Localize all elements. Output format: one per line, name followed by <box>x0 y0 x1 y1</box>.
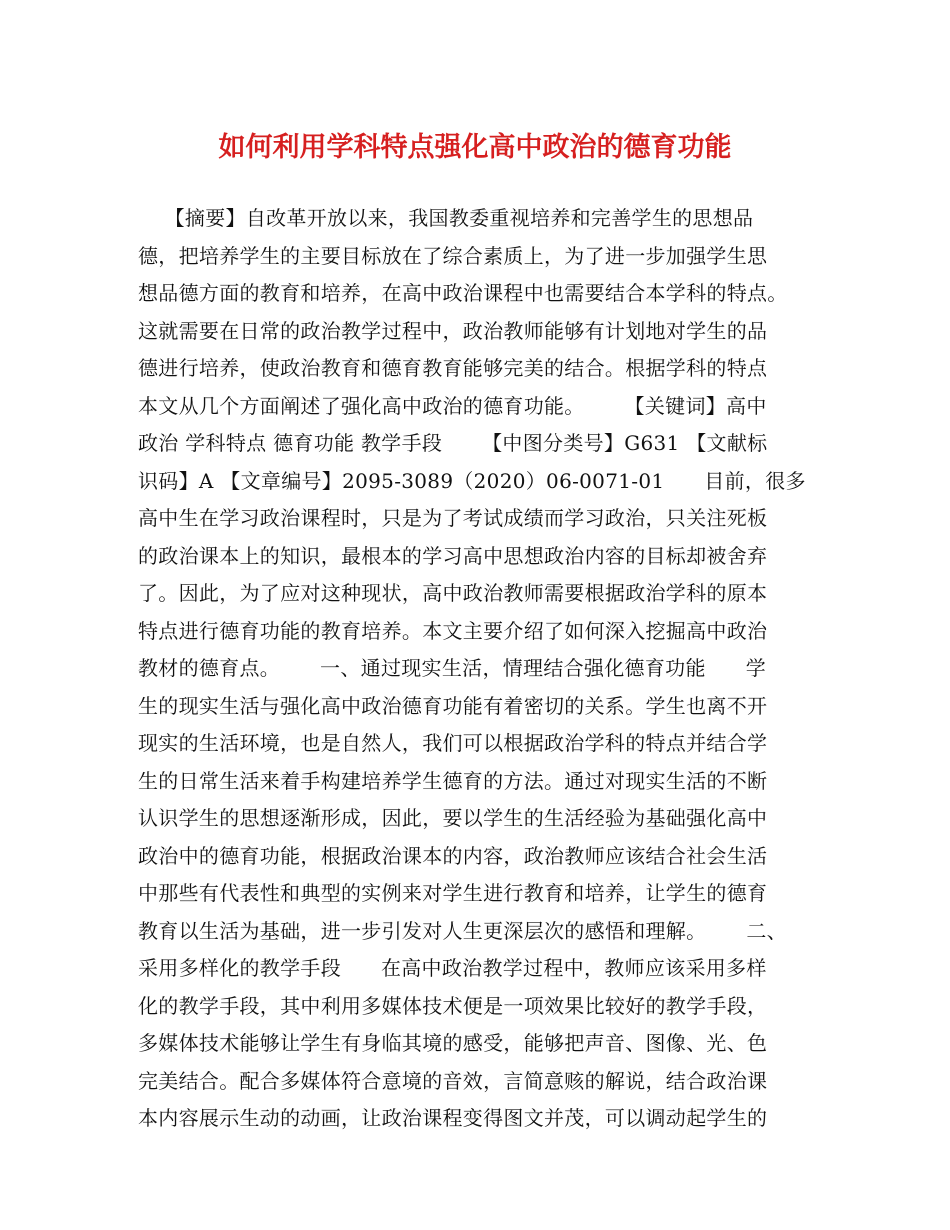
body-line: 教育以生活为基础，进一步引发对人生更深层次的感悟和理解。 二、 <box>138 918 787 943</box>
body-line: 认识学生的思想逐渐形成，因此，要以学生的生活经验为基础强化高中 <box>138 806 768 830</box>
body-line: 了。因此，为了应对这种现状，高中政治教师需要根据政治学科的原本 <box>138 581 768 605</box>
body-line: 生的日常生活来着手构建培养学生德育的方法。通过对现实生活的不断 <box>138 768 768 793</box>
body-line: 识码】A 【文章编号】2095-3089（2020）06-0071-01 目前，很多 <box>138 468 806 493</box>
body-line: 这就需要在日常的政治教学过程中，政治教师能够有计划地对学生的品 <box>138 318 768 343</box>
body-line: 本内容展示生动的动画，让政治课程变得图文并茂，可以调动起学生的 <box>138 1106 768 1130</box>
document-title: 如何利用学科特点强化高中政治的德育功能 <box>218 132 732 163</box>
body-line: 教材的德育点。 一、通过现实生活，情理结合强化德育功能 学 <box>138 656 766 680</box>
body-line: 政治中的德育功能，根据政治课本的内容，政治教师应该结合社会生活 <box>138 843 768 868</box>
document-body <box>138 200 838 1138</box>
body-line: 特点进行德育功能的教育培养。本文主要介绍了如何深入挖掘高中政治 <box>138 618 768 643</box>
body-line: 现实的生活环境，也是自然人，我们可以根据政治学科的特点并结合学 <box>138 731 768 755</box>
body-line: 采用多样化的教学手段 在高中政治教学过程中，教师应该采用多样 <box>138 956 767 980</box>
body-line: 化的教学手段，其中利用多媒体技术便是一项效果比较好的教学手段， <box>138 993 768 1018</box>
body-line: 本文从几个方面阐述了强化高中政治的德育功能。 【关键词】高中 <box>138 393 767 418</box>
body-line: 政治 学科特点 德育功能 教学手段 【中图分类号】G631 【文献标 <box>138 431 768 455</box>
body-line: 德，把培养学生的主要目标放在了综合素质上，为了进一步加强学生思 <box>138 243 768 268</box>
body-line: 【摘要】自改革开放以来，我国教委重视培养和完善学生的思想品 <box>138 206 754 230</box>
body-line: 德进行培养，使政治教育和德育教育能够完美的结合。根据学科的特点 <box>138 356 768 380</box>
body-line: 的政治课本上的知识，最根本的学习高中思想政治内容的目标却被舍弃 <box>138 543 768 568</box>
body-line: 生的现实生活与强化高中政治德育功能有着密切的关系。学生也离不开 <box>138 693 768 718</box>
body-line: 中那些有代表性和典型的实例来对学生进行教育和培养，让学生的德育 <box>138 881 768 905</box>
body-line: 完美结合。配合多媒体符合意境的音效，言简意赅的解说，结合政治课 <box>138 1068 768 1093</box>
body-line: 高中生在学习政治课程时，只是为了考试成绩而学习政治，只关注死板 <box>138 506 768 530</box>
body-line: 多媒体技术能够让学生有身临其境的感受，能够把声音、图像、光、色 <box>138 1031 768 1055</box>
body-line: 想品德方面的教育和培养，在高中政治课程中也需要结合本学科的特点。 <box>138 281 788 305</box>
